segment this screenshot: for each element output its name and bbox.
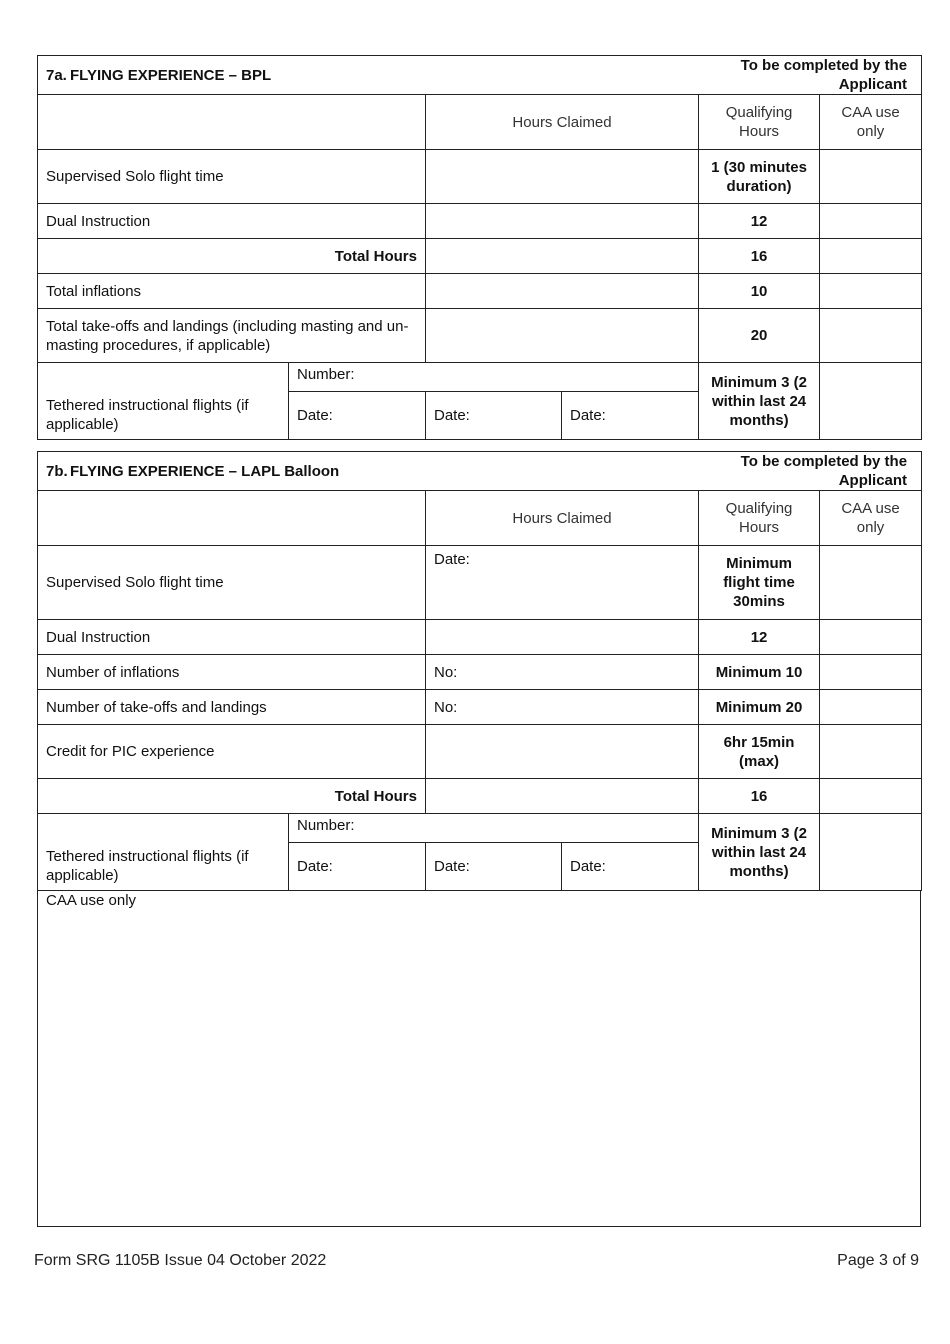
qualifying-value: Minimum 3 (2 within last 24 months) [699,363,820,440]
section-7a [37,55,921,440]
tethered-date-field[interactable]: Date: [289,843,426,891]
column-header-row [38,491,922,546]
hours-claimed-field[interactable] [426,150,699,204]
total-hours-label: Total Hours [38,239,426,274]
qualifying-value: Minimum flight time 30mins [699,546,820,620]
table-row [38,620,922,655]
caa-field[interactable] [820,690,922,725]
row-label: Supervised Solo flight time [38,150,426,204]
section-7b-header [38,452,922,491]
row-label: Number of take-offs and landings [38,690,426,725]
caa-field[interactable] [820,779,922,814]
row-label: Number of inflations [38,655,426,690]
tethered-date-field[interactable]: Date: [426,392,562,440]
col-qualifying-hours: Qualifying Hours [699,95,820,150]
col-caa-use: CAA use only [820,491,922,546]
hours-claimed-field[interactable] [426,239,699,274]
hours-claimed-field[interactable]: No: [426,690,699,725]
tethered-label: Tethered instructional flights (if applicable) [38,392,289,440]
form-reference: Form SRG 1105B Issue 04 October 2022 [34,1252,327,1269]
qualifying-value: Minimum 3 (2 within last 24 months) [699,814,820,891]
row-label: Total inflations [38,274,426,309]
row-label: Credit for PIC experience [38,725,426,779]
caa-field[interactable] [820,204,922,239]
applicant-note: To be completed by the Applicant [699,452,922,491]
hours-claimed-field[interactable] [426,725,699,779]
caa-field[interactable] [820,546,922,620]
hours-claimed-field[interactable] [426,620,699,655]
column-header-row [38,95,922,150]
tethered-number-field[interactable]: Number: [289,363,699,392]
qualifying-value: Minimum 10 [699,655,820,690]
row-label: Supervised Solo flight time [38,546,426,620]
tethered-date-field[interactable]: Date: [562,843,699,891]
tethered-date-field[interactable]: Date: [562,392,699,440]
caa-field[interactable] [820,150,922,204]
caa-field[interactable] [820,620,922,655]
caa-field[interactable] [820,363,922,440]
hours-claimed-field[interactable] [426,204,699,239]
hours-claimed-field[interactable]: No: [426,655,699,690]
qualifying-value: 16 [699,239,820,274]
table-row [38,546,922,620]
hours-claimed-field[interactable] [426,309,699,363]
qualifying-value: 10 [699,274,820,309]
total-hours-label: Total Hours [38,779,426,814]
tethered-label: Tethered instructional flights (if applicable) [38,843,289,891]
row-label: Total take-offs and landings (including masting and un-masting procedures, if applicable) [38,309,426,363]
caa-field[interactable] [820,814,922,891]
table-row [38,690,922,725]
row-label: Dual Instruction [38,204,426,239]
tethered-number-row [38,363,922,392]
section-7a-header [38,56,922,95]
table-row [38,239,922,274]
hours-claimed-field[interactable]: Date: [426,546,699,620]
col-qualifying-hours: Qualifying Hours [699,491,820,546]
caa-field[interactable] [820,309,922,363]
col-caa-use: CAA use only [820,95,922,150]
qualifying-value: Minimum 20 [699,690,820,725]
caa-field[interactable] [820,274,922,309]
caa-use-only-box[interactable]: CAA use only [38,891,921,1227]
table-row [38,309,922,363]
qualifying-value: 6hr 15min (max) [699,725,820,779]
qualifying-value: 20 [699,309,820,363]
table-row [38,204,922,239]
qualifying-value: 12 [699,204,820,239]
col-hours-claimed: Hours Claimed [426,95,699,150]
caa-field[interactable] [820,655,922,690]
table-row [38,655,922,690]
table-row [38,150,922,204]
table-row [38,725,922,779]
qualifying-value: 1 (30 minutes duration) [699,150,820,204]
page-number: Page 3 of 9 [837,1252,919,1269]
qualifying-value: 12 [699,620,820,655]
applicant-note: To be completed by the Applicant [699,56,922,95]
table-row [38,779,922,814]
hours-claimed-field[interactable] [426,274,699,309]
caa-field[interactable] [820,725,922,779]
section-7b [37,451,921,1227]
section-title: 7b. FLYING EXPERIENCE – LAPL Balloon [38,452,699,491]
qualifying-value: 16 [699,779,820,814]
hours-claimed-field[interactable] [426,779,699,814]
row-label: Dual Instruction [38,620,426,655]
tethered-date-field[interactable]: Date: [426,843,562,891]
tethered-number-row [38,814,922,843]
caa-field[interactable] [820,239,922,274]
tethered-number-field[interactable]: Number: [289,814,699,843]
tethered-date-field[interactable]: Date: [289,392,426,440]
table-row [38,274,922,309]
section-title: 7a. FLYING EXPERIENCE – BPL [38,56,699,95]
col-hours-claimed: Hours Claimed [426,491,699,546]
